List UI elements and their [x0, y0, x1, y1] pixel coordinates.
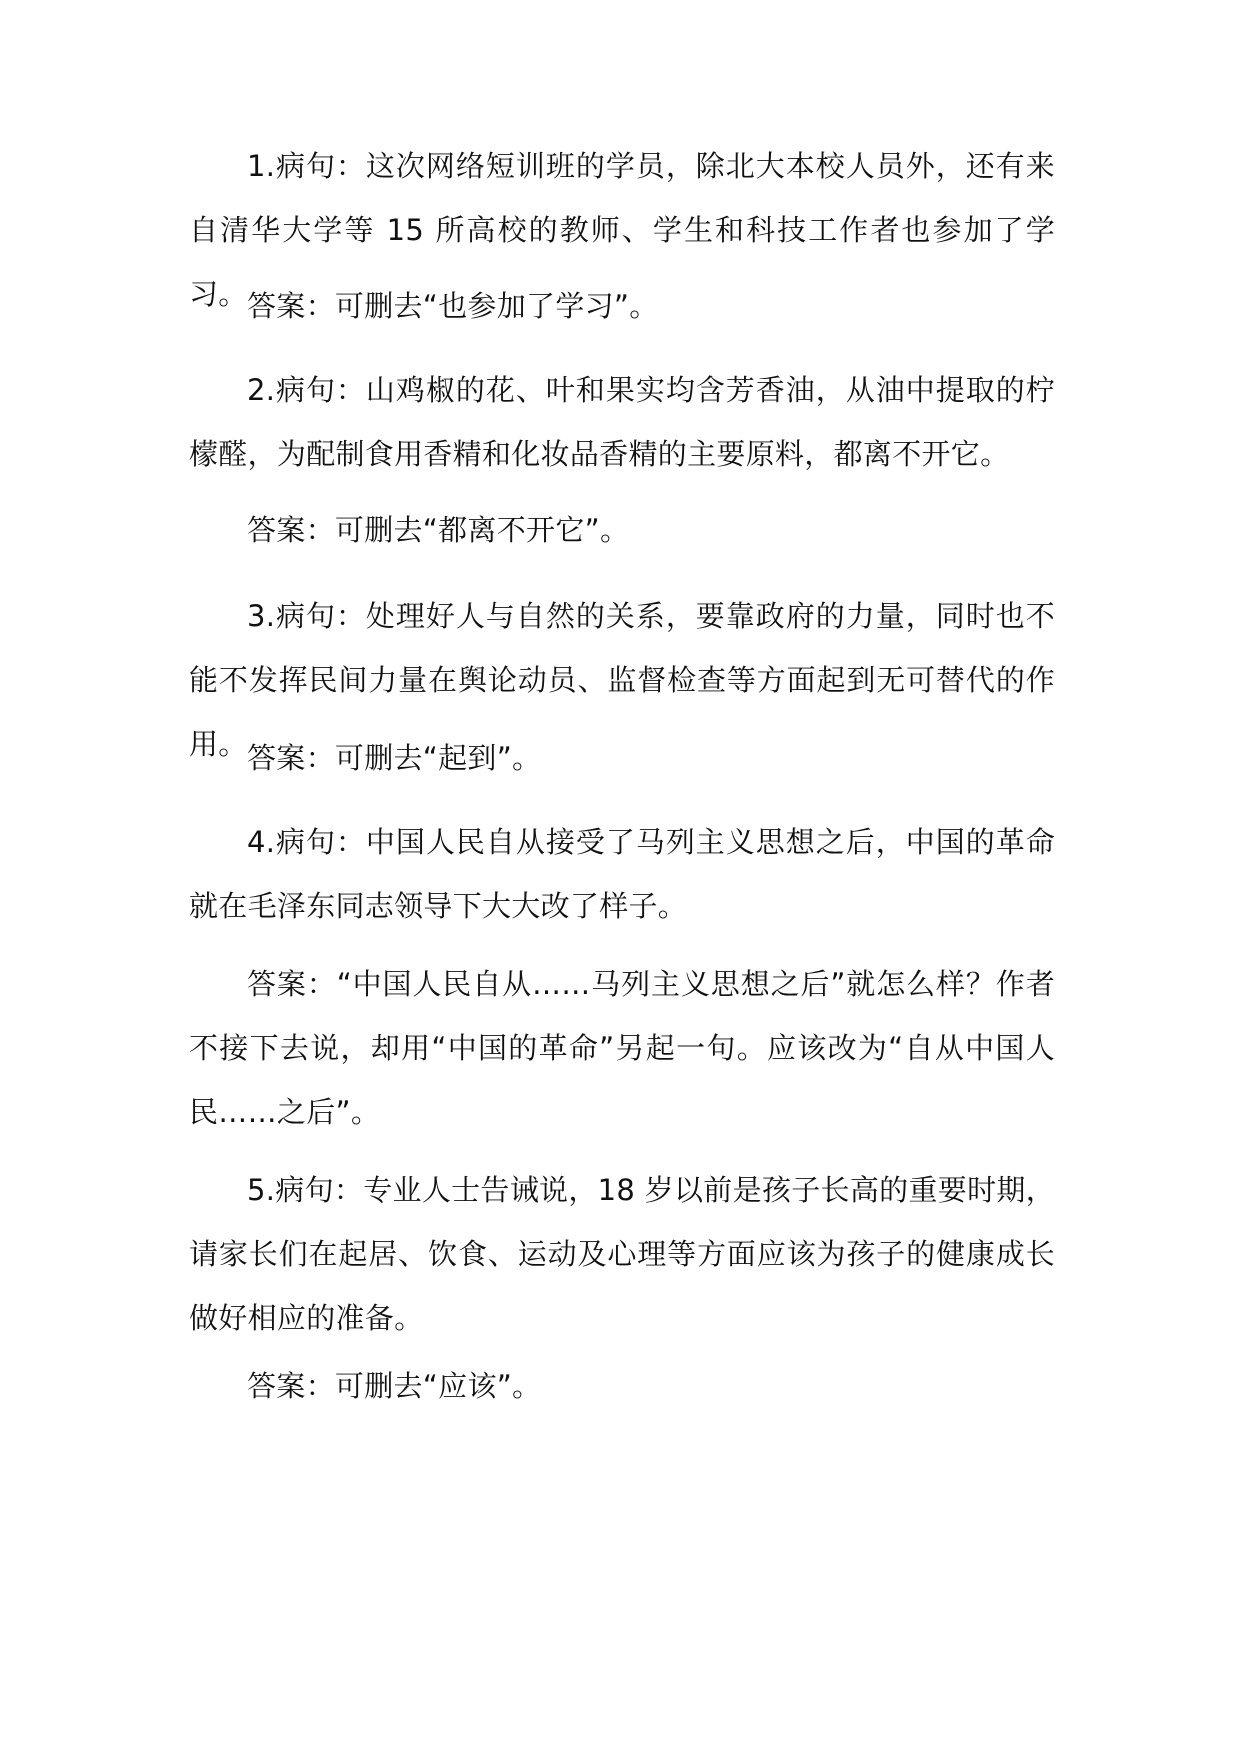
question-1: 1.病句：这次网络短训班的学员，除北大本校人员外，还有来自清华大学等 15 所高校的教师、学生和科技工作者也参加了学习。	[189, 149, 1055, 311]
question-3: 3.病句：处理好人与自然的关系，要靠政府的力量，同时也不能不发挥民间力量在舆论动员、监督检查等方面起到无可替代的作用。	[189, 599, 1055, 761]
answer-5: 答案：可删去“应该”。	[247, 1369, 542, 1403]
question-2: 2.病句：山鸡椒的花、叶和果实均含芳香油，从油中提取的柠檬醛，为配制食用香精和化妆品香精的主要原料，都离不开它。	[189, 373, 1055, 471]
answer-3: 答案：可删去“起到”。	[247, 741, 542, 775]
answer-1: 答案：可删去“也参加了学习”。	[247, 289, 659, 323]
answer-2: 答案：可删去“都离不开它”。	[247, 513, 630, 547]
question-5: 5.病句：专业人士告诫说，18 岁以前是孩子长高的重要时期，请家长们在起居、饮食、运动及心理等方面应该为孩子的健康成长做好相应的准备。	[189, 1173, 1055, 1335]
question-4: 4.病句：中国人民自从接受了马列主义思想之后，中国的革命就在毛泽东同志领导下大大改了样子。	[189, 825, 1055, 923]
answer-4: 答案：“中国人民自从……马列主义思想之后”就怎么样？作者不接下去说，却用“中国的革命”另起一句。应该改为“自从中国人民……之后”。	[189, 967, 1055, 1129]
document-page	[189, 0, 1055, 1754]
